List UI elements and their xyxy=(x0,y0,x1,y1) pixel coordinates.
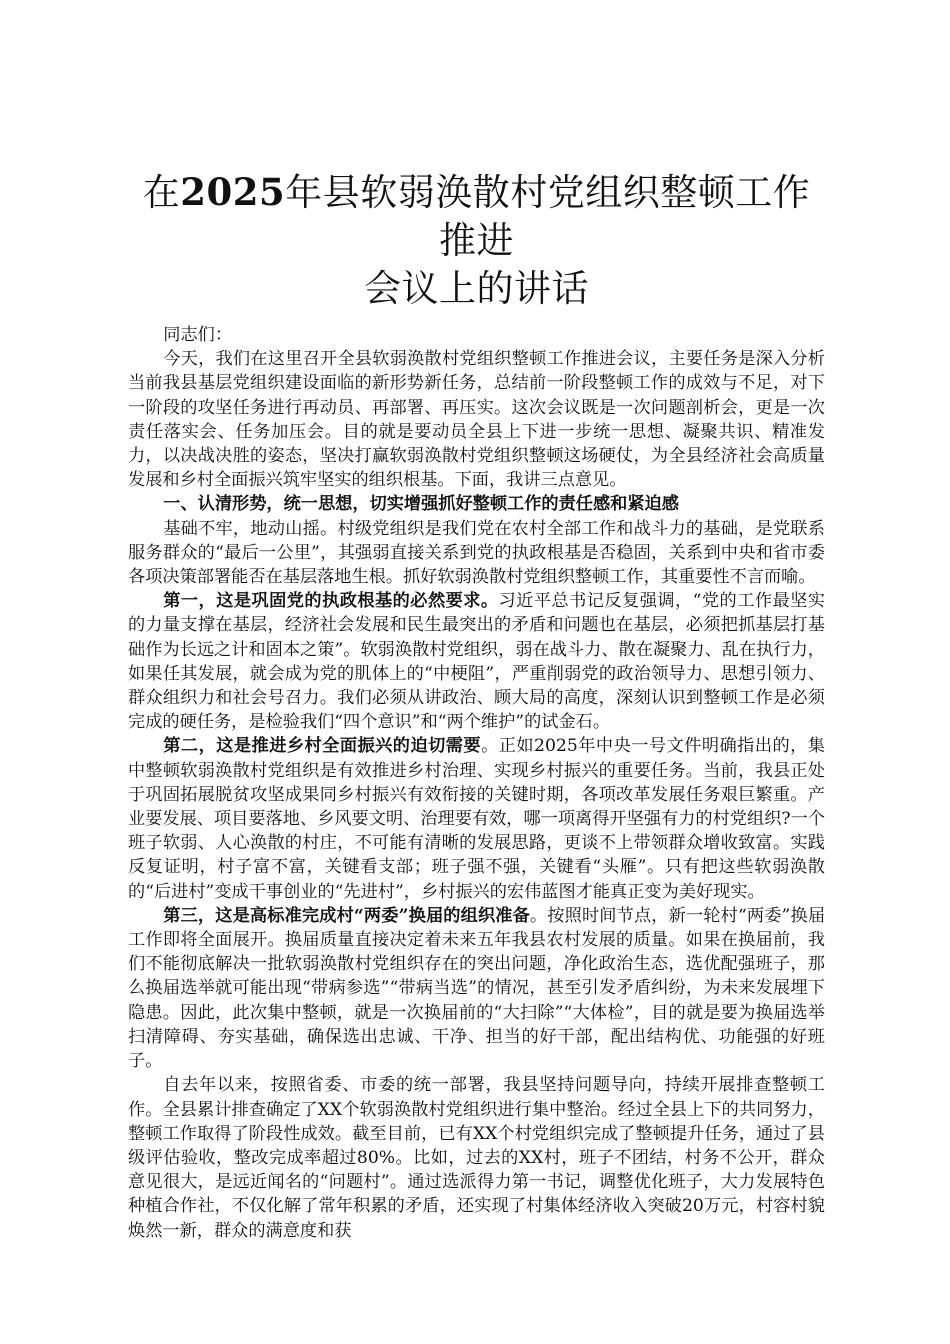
title-prefix: 在 xyxy=(142,171,181,214)
point-3-paragraph xyxy=(128,904,825,1073)
salutation: 同志们： xyxy=(163,325,233,345)
point-3-text: 。按照时间节点，新一轮村“两委”换届工作即将全面展开。换届质量直接决定着未来五年我县农村发展的质量。如果在换届前，我们不能彻底解决一批软弱涣散村党组织存在的突出问题，净化政治生态，选优配强班子，那么换届选举就可能出现“带病参选”“带病当选”的情况，甚至引发矛盾纠纷，为未来发展埋下隐患。因此，此次集中整顿，就是一次换届前的“大扫除”“大体检”，目的就是要为换届选举扫清障碍、夯实基础，确保选出忠诚、干净、担当的好干部，配出结构优、功能强的好班子。 xyxy=(128,905,826,1072)
point-2-text: 。正如2025年中央一号文件明确指出的，集中整顿软弱涣散村党组织是有效推进乡村治理、实现乡村振兴的重要任务。当前，我县正处于巩固拓展脱贫攻坚成果同乡村振兴有效衔接的关键时期，各项改革发展任务艰巨繁重。产业要发展、项目要落地、乡风要文明、治理要有效，哪一项离得开坚强有力的村党组织?一个班子软弱、人心涣散的村庄，不可能有清晰的发展思路，更谈不上带领群众增收致富。实践反复证明，村子富不富，关键看支部；班子强不强，关键看“头雁”。只有把这些软弱涣散的“后进村”变成干事创业的“先进村”，乡村振兴的宏伟蓝图才能真正变为美好现实。 xyxy=(128,736,825,902)
progress-paragraph: 自去年以来，按照省委、市委的统一部署，我县坚持问题导向，持续开展排查整顿工作。全县累计排查确定了XX个软弱涣散村党组织进行集中整治。经过全县上下的共同努力，整顿工作取得了阶段性成效。截至目前，已有XX个村党组织完成了整顿提升任务，通过了县级评估验收，整改完成率超过80%。比如，过去的XX村，班子不团结，村务不公开，群众意见很大，是远近闻名的“问题村”。通过选派得力第一书记，调整优化班子，大力发展特色种植合作社，不仅化解了常年积累的矛盾，还实现了村集体经济收入突破20万元，村容村貌焕然一新，群众的满意度和获 xyxy=(128,1075,825,1241)
title-year: 2025 xyxy=(180,170,286,214)
intro-paragraph: 今天，我们在这里召开全县软弱涣散村党组织整顿工作推进会议，主要任务是深入分析当前我县基层党组织建设面临的新形势新任务，总结前一阶段整顿工作的成效与不足，对下一阶段的攻坚任务进行再动员、再部署、再压实。这次会议既是一次问题剖析会，更是一次责任落实会、任务加压会。目的就是要动员全县上下进一步统一思想、凝聚共识、精准发力，以决战决胜的姿态，坚决打赢软弱涣散村党组织整顿这场硬仗，为全县经济社会高质量发展和乡村全面振兴筑牢坚实的组织根基。下面，我讲三点意见。 xyxy=(128,349,825,491)
point-2-lead: 第二，这是推进乡村全面振兴的迫切需要 xyxy=(163,736,482,757)
point-1-text: 习近平总书记反复强调，“党的工作最坚实的力量支撑在基层，经济社会发展和民生最突出的矛盾和问题也在基层，必须把抓基层打基础作为长远之计和固本之策”。软弱涣散村党组织，弱在战斗力、散在凝聚力、乱在执行力，如果任其发展，就会成为党的肌体上的“中梗阻”，严重削弱党的政治领导力、思想引领力、群众组织力和社会号召力。我们必须从讲政治、顾大局的高度，深刻认识到整顿工作是必须完成的硬任务，是检验我们“四个意识”和“两个维护”的试金石。 xyxy=(128,591,825,733)
point-3-lead: 第三，这是高标准完成村“两委”换届的组织准备 xyxy=(163,905,530,926)
document-body xyxy=(128,323,825,1243)
section-1-paragraph: 基础不牢，地动山摇。村级党组织是我们党在农村全部工作和战斗力的基础，是党联系服务群众的“最后一公里”，其强弱直接关系到党的执政根基是否稳固，关系到中央和省市委各项决策部署能否在基层落地生根。抓好软弱涣散村党组织整顿工作，其重要性不言而喻。 xyxy=(128,518,825,588)
document-page xyxy=(128,168,825,1243)
point-1-paragraph xyxy=(128,589,825,734)
section-1-heading: 一、认清形势，统一思想，切实增强抓好整顿工作的责任感和紧迫感 xyxy=(163,494,679,515)
title-line1-rest: 年县软弱涣散村党组织整顿工作推进 xyxy=(285,171,811,262)
document-title xyxy=(128,168,825,313)
title-line2: 会议上的讲话 xyxy=(364,267,589,310)
point-1-lead: 第一，这是巩固党的执政根基的必然要求。 xyxy=(163,591,499,612)
point-2-paragraph xyxy=(128,734,825,903)
